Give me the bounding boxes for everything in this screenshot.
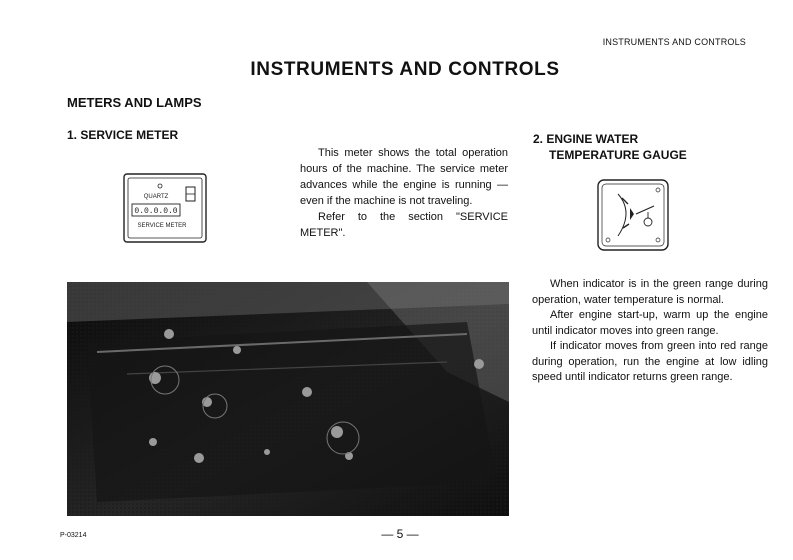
water-temp-gauge-illustration [596,178,670,252]
instrument-panel-photo-drawing [67,282,509,516]
water-temp-heading [533,131,753,163]
page-number: — 5 — [381,527,419,541]
section-title: METERS AND LAMPS [67,95,202,110]
meter-label-text: SERVICE METER [137,223,187,229]
service-meter-text [300,145,508,241]
reference-code: P-03214 [60,532,87,539]
meter-brand-text: QUARTZ [143,194,169,200]
instrument-panel-photo [67,282,509,516]
service-meter-heading: 1. SERVICE METER [67,128,179,142]
water-temp-paragraph-2: After engine start-up, warm up the engine until indicator moves into green range. [532,309,768,337]
running-head: INSTRUMENTS AND CONTROLS [602,37,746,47]
water-temp-paragraph-3: If indicator moves from green into red range during operation, run the engine at low idling speed until indicator returns green range. [532,340,768,383]
service-meter-paragraph-1: This meter shows the total operation hours of the machine. The service meter advances while the engine is running — even if the machine is not traveling. [300,147,508,207]
water-temp-gauge-drawing [596,178,670,252]
service-meter-illustration [122,172,208,244]
meter-digits: 0.0.0.0.0 [134,207,178,216]
water-temp-heading-line1: 2. ENGINE WATER [533,132,639,146]
water-temp-heading-line2: TEMPERATURE GAUGE [549,148,687,162]
water-temp-text [532,277,768,386]
service-meter-paragraph-2: Refer to the section "SERVICE METER". [300,211,508,239]
water-temp-paragraph-1: When indicator is in the green range during operation, water temperature is normal. [532,278,768,306]
page-title: INSTRUMENTS AND CONTROLS [250,59,560,80]
service-meter-drawing [122,172,208,244]
